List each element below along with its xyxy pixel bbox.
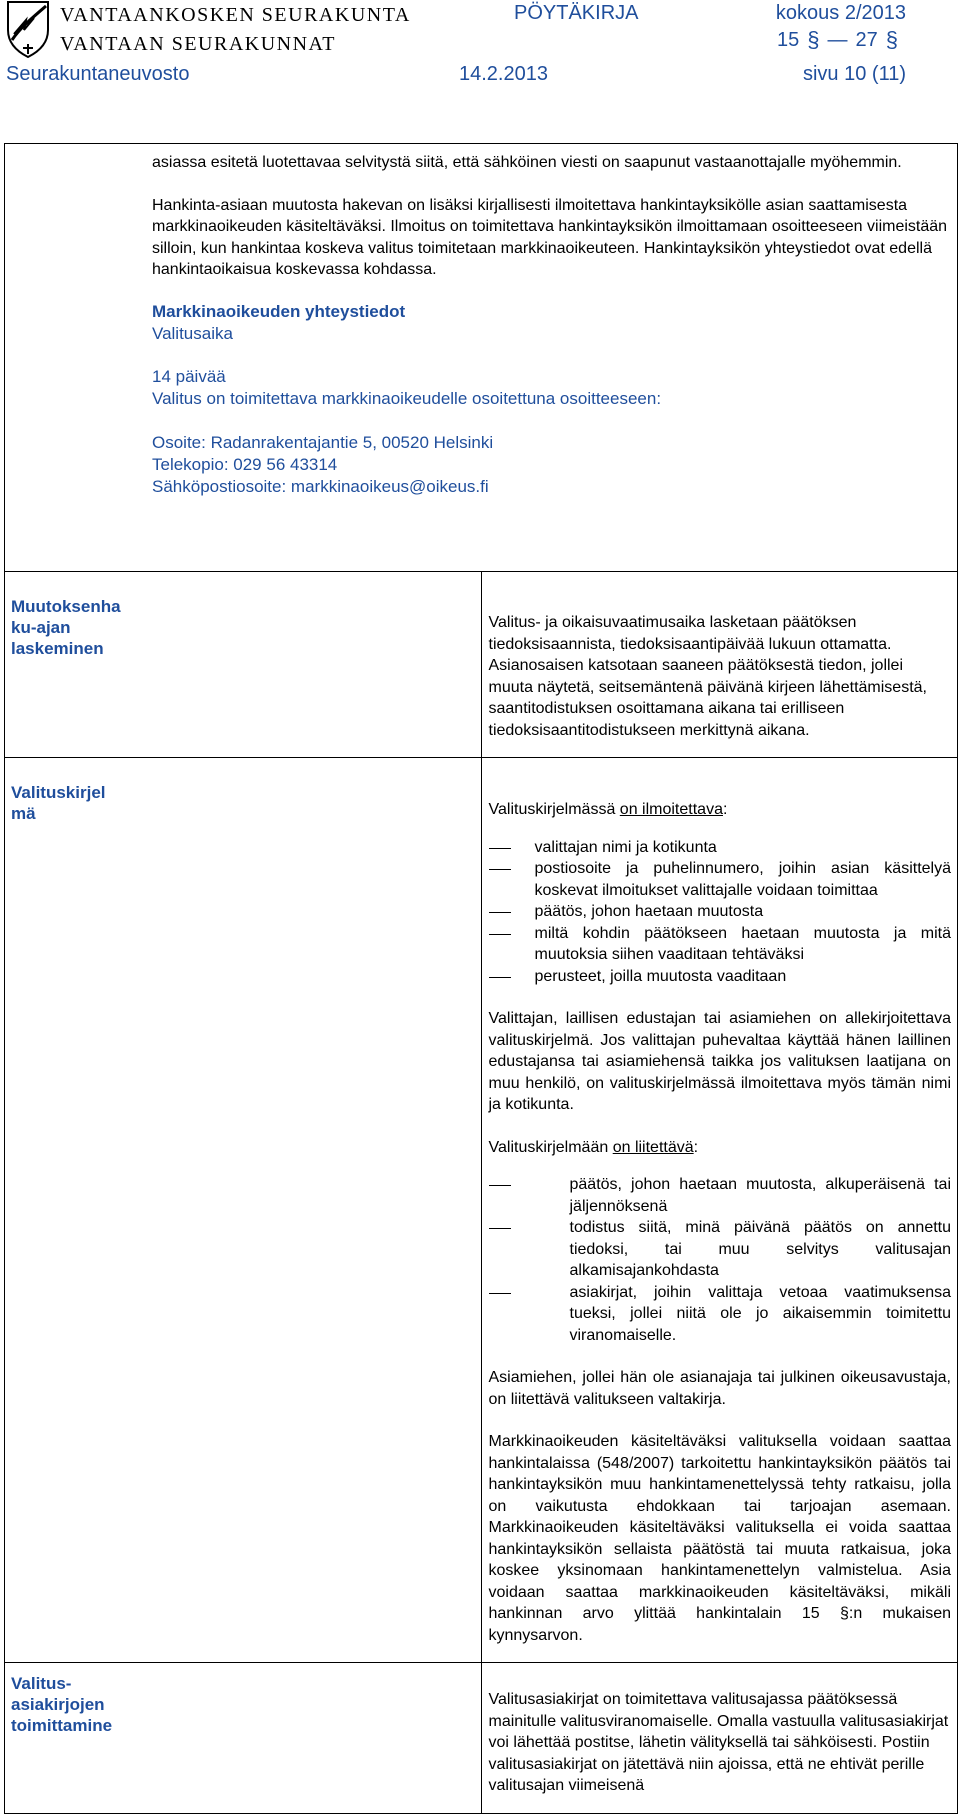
list-item: valittajan nimi ja kotikunta [489,837,952,859]
email-address: Sähköpostiosoite: markkinaoikeus@oikeus.fi [152,476,489,496]
row-content-cell [481,572,958,758]
fax-number: Telekopio: 029 56 43314 [152,454,338,474]
dash-bullet-icon [489,1185,511,1186]
section-mark-icon: § [807,27,820,52]
table-row [5,144,958,572]
list-item: miltä kohdin päätökseen haetaan muutosta ja mitä muutoksia siihen vaaditaan tehtäväksi [489,923,952,966]
row-label-appeal-period: Muutoksenha ku-ajan laskeminen [11,597,121,658]
dash-bullet-icon [489,1228,511,1229]
required-info-list [489,837,952,988]
paragraph: Asiamiehen, jollei hän ole asianajaja tai julkinen oikeusavustaja, on liitettävä valitukseen valtakirja. [488,1369,951,1408]
dash-bullet-icon [489,934,511,935]
paragraph: Hankinta-asiaan muutosta hakevan on lisäksi kirjallisesti ilmoitettava hankintayksikölle asian saattamisesta markkinaoikeuden käsiteltäväksi. Ilmoitus on toimitettava hankintayksikön ilmoittamaan osoitteeseen viimeistään silloin, kun hankintaa koskeva valitus toimitetaan markkinaoikeuteen. Hankintayksikön yhteystiedot ovat edellä hankintaoikaisua koskevassa kohdassa. [152,196,948,278]
dash-bullet-icon [489,869,511,870]
paragraph: Valitus- ja oikaisuvaatimusaika lasketaan päätöksen tiedoksisaannista, tiedoksisaantipäivää lukuun ottamatta. Asianosaisen katsotaan saaneen päätöksestä tiedon, jollei muuta näytetä, seitsemäntenä päivänä kirjeen lähettämisestä, saantitodistuksen osoittamana aikana tai erilliseen tiedoksisaantitodistukseen merkittynä aikana. [488,614,927,739]
paragraph: Valitusasiakirjat on toimitettava valitusajassa päätöksessä mainitulle valitusviranomaiselle. Omalla vastuulla valitusasiakirjat voi lähettää postitse, lähetin välityksellä tai sähköisesti. Postiin valitusasiakirjat on jätettävä niin ajoissa, että ne ehtivät perille valitusajan viimeisenä [488,1691,949,1794]
row-content-cell [481,1663,958,1814]
list-item: todistus siitä, minä päivänä päätös on annettu tiedoksi, tai muu selvitys valitusajan alkamisajankohdasta [489,1217,952,1282]
contact-heading: Markkinaoikeuden yhteystiedot [152,301,406,321]
org-name-line1: VANTAANKOSKEN SEURAKUNTA [60,4,411,26]
page-number: sivu 10 (11) [802,63,906,85]
contact-info-cell [5,144,958,572]
table-row [5,572,958,758]
appeal-days: 14 päivää [152,366,226,386]
address: Osoite: Radanrakentajantie 5, 00520 Helsinki [152,432,494,452]
council-name: Seurakuntaneuvosto [6,63,190,85]
section-to: 27 [855,28,878,51]
meeting-number: kokous 2/2013 [775,2,906,24]
appeal-time-label: Valitusaika [152,323,233,343]
meeting-date: 14.2.2013 [459,63,548,85]
church-emblem-icon [4,0,52,58]
list-item: perusteet, joilla muutosta vaaditaan [489,966,952,988]
row-label-cell [5,572,482,758]
required-info-intro: Valituskirjelmässä on ilmoitettava: [488,801,728,818]
list-item: postiosoite ja puhelinnumero, joihin asian käsittelyä koskevat ilmoitukset valittajalle voidaan toimittaa [489,858,952,901]
paragraph: Markkinaoikeuden käsiteltäväksi valituksella voidaan saattaa hankintalaissa (548/2007) tarkoitettu hankintayksikön päätös tai hankintayksikön muu hankintamenettelyssä tehty ratkaisu, jolla on vaikutusta ehdokkaan tai tarjoajan asemaan. Markkinaoikeuden käsiteltäväksi valituksella ei voida saattaa hankintayksikön sellaista päätöstä tai muuta ratkaisua, joka koskee yksinomaan hankintamenettelyn valmistelua. Asia voidaan saattaa markkinaoikeuden käsiteltäväksi, mikäli hankinnan arvo ylittää hankintalain 15 §:n mukaisen kynnysarvon. [488,1433,951,1644]
dash-bullet-icon [489,848,511,849]
row-label-cell [5,1663,482,1814]
dash-bullet-icon [489,1293,511,1294]
paragraph: Valittajan, laillisen edustajan tai asiamiehen on allekirjoitettava valituskirjelmä. Jos valittajan puhevaltaa käyttää hänen laillinen edustajansa tai asiamiehensä taikka jos valituksen laatijana on muu henkilö, on valituskirjelmässä ilmoitettava myös tämän nimi ja kotikunta. [488,1010,951,1113]
row-content-cell [481,758,958,1663]
org-name-line2: VANTAAN SEURAKUNNAT [60,33,336,55]
table-row [5,758,958,1663]
attachments-intro: Valituskirjelmään on liitettävä: [488,1138,699,1156]
dash-bullet-icon [489,977,511,978]
attachments-list [489,1174,952,1346]
section-from: 15 [777,28,800,51]
row-label-delivery: Valitus- asiakirjojen toimittamine [11,1674,113,1735]
row-label-cell [5,758,482,1663]
list-item: asiakirjat, joihin valittaja vetoaa vaatimuksensa tueksi, jollei niitä ole jo aikaisemmin toimitettu viranomaiselle. [489,1282,952,1347]
table-row [5,1663,958,1814]
address-intro: Valitus on toimitettava markkinaoikeudelle osoitettuna osoitteeseen: [152,388,662,408]
section-mark-icon: § [885,27,898,52]
paragraph: asiassa esitetä luotettavaa selvitystä siitä, että sähköinen viesti on saapunut vastaanottajalle myöhemmin. [152,154,902,171]
list-item: päätös, johon haetaan muutosta [489,901,952,923]
list-item: päätös, johon haetaan muutosta, alkuperäisenä tai jäljennöksenä [489,1174,952,1217]
document-table [4,143,958,1814]
section-range [777,27,906,53]
document-type: PÖYTÄKIRJA [514,2,639,24]
dash-bullet-icon [489,912,511,913]
section-separator: — [827,28,848,51]
row-label-appeal-letter: Valituskirjel mä [11,783,106,823]
